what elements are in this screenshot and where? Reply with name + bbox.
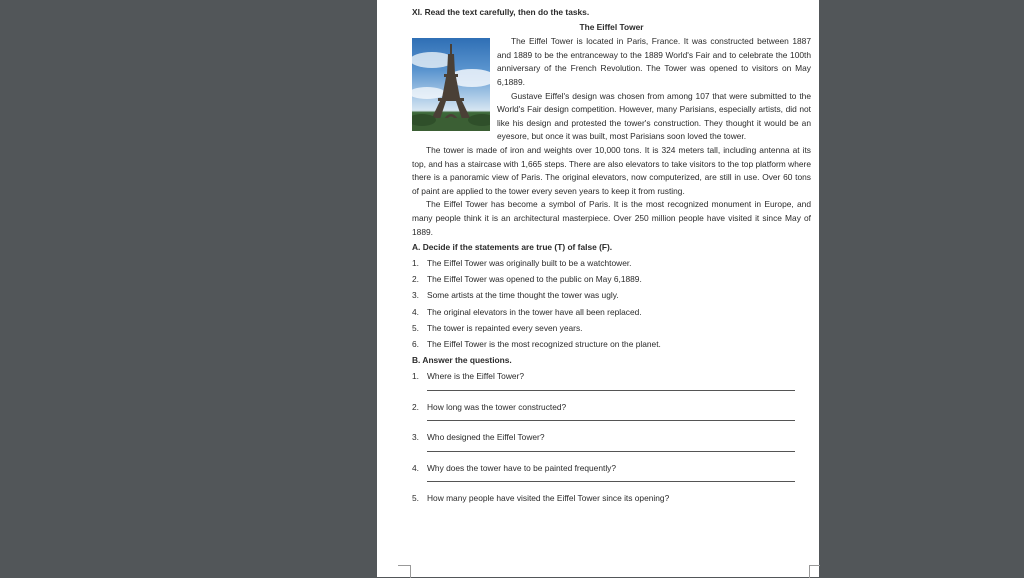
paragraph-3: The tower is made of iron and weights over 10,000 tons. It is 324 meters tall, including antenna at its top, and has a staircase with 1,665 steps. There are also elevators to take visitors to the top platform where there is a panoramic view of Paris. The original elevators, now computerized, are still in use. Over 60 tons of paint are applied to the tower every seven years to keep it from rusting.: [412, 144, 811, 196]
passage-title: The Eiffel Tower: [579, 21, 644, 32]
question-item: [412, 370, 811, 384]
statement-item: [412, 306, 811, 320]
question-text: How long was the tower constructed?: [427, 401, 567, 412]
statement-item: [412, 289, 811, 303]
item-number: 1.: [412, 257, 419, 268]
item-number: 3.: [412, 432, 419, 443]
question-text: Where is the Eiffel Tower?: [427, 370, 524, 381]
item-number: 2.: [412, 273, 419, 284]
document-page: [377, 0, 819, 577]
item-number: 4.: [412, 462, 419, 473]
statement-item: [412, 338, 811, 352]
statement-text: The Eiffel Tower was originally built to be a watchtower.: [427, 257, 632, 268]
page-corner-mark: [809, 565, 820, 578]
section-b-label: B. Answer the questions.: [412, 355, 512, 366]
item-number: 1.: [412, 370, 419, 381]
section-a-label: A. Decide if the statements are true (T) of false (F).: [412, 242, 613, 253]
statement-text: The original elevators in the tower have all been replaced.: [427, 306, 642, 317]
item-number: 3.: [412, 290, 419, 301]
question-item: [412, 401, 811, 415]
eiffel-tower-photo: [412, 38, 490, 131]
item-number: 2.: [412, 401, 419, 412]
exercise-heading: XI. Read the text carefully, then do the tasks.: [412, 7, 590, 17]
question-text: Who designed the Eiffel Tower?: [427, 432, 545, 443]
question-item: [412, 431, 811, 445]
item-number: 5.: [412, 322, 419, 333]
item-number: 6.: [412, 339, 419, 350]
paragraph-4: The Eiffel Tower has become a symbol of Paris. It is the most recognized monument in Europe, and many people think it is an architectural masterpiece. Over 250 million people have visited it since May of 1889.: [412, 199, 811, 237]
question-item: [412, 462, 811, 476]
statement-text: The Eiffel Tower is the most recognized structure on the planet.: [427, 339, 661, 350]
item-number: 4.: [412, 306, 419, 317]
statement-text: The tower is repainted every seven years.: [427, 322, 583, 333]
statement-item: [412, 322, 811, 336]
statement-item: [412, 257, 811, 271]
question-text: Why does the tower have to be painted frequently?: [427, 462, 617, 473]
statement-text: The Eiffel Tower was opened to the public on May 6,1889.: [427, 273, 642, 284]
question-item: [412, 492, 811, 506]
item-number: 5.: [412, 493, 419, 504]
statement-item: [412, 273, 811, 287]
statement-text: Some artists at the time thought the tower was ugly.: [427, 290, 619, 301]
answer-line[interactable]: [427, 451, 795, 452]
answer-line[interactable]: [427, 390, 795, 391]
question-text: How many people have visited the Eiffel Tower since its opening?: [427, 493, 670, 504]
paragraph-1: The Eiffel Tower is located in Paris, France. It was constructed between 1887 and 1889 to be the entranceway to the 1889 World's Fair and to celebrate the 100th anniversary of the French Revolution. The Tower was opened to visitors on May 6,1889.: [497, 36, 811, 87]
page-corner-mark: [398, 565, 411, 578]
paragraph-2: Gustave Eiffel's design was chosen from among 107 that were submitted to the World's Fair design competition. However, many Parisians, especially artists, did not like his design and protested the tower's construction. They thought it would be an eyesore, but once it was built, most Parisians soon loved the tower.: [497, 90, 811, 142]
answer-line[interactable]: [427, 420, 795, 421]
answer-line[interactable]: [427, 481, 795, 482]
